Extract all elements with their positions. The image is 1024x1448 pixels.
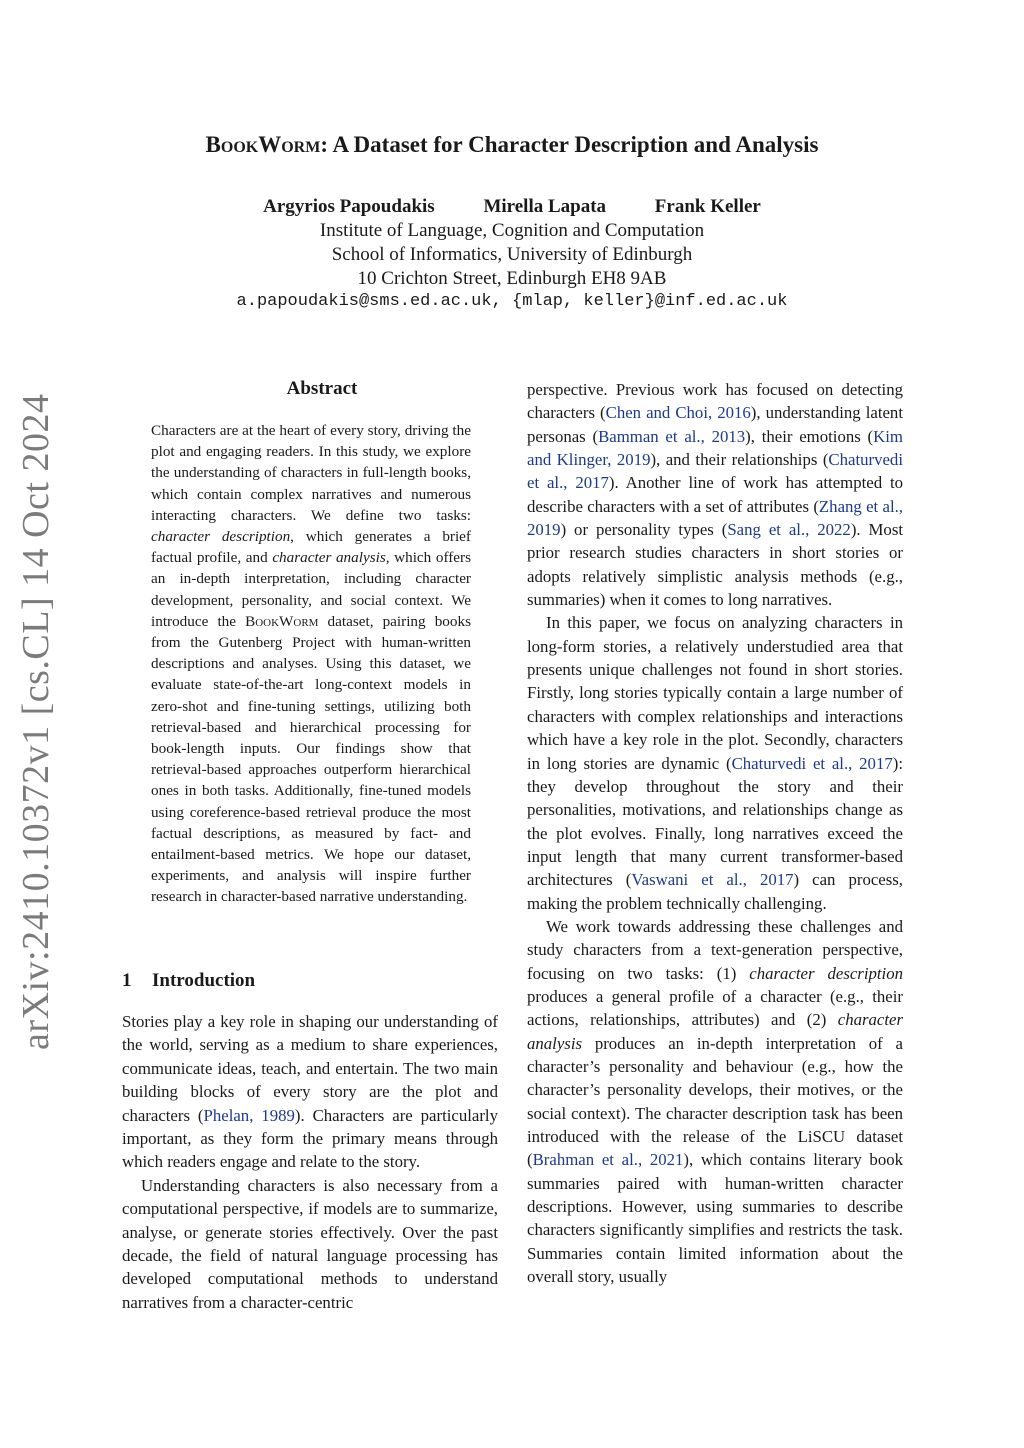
- section-number: 1: [122, 970, 132, 991]
- abstract-heading: Abstract: [286, 378, 358, 399]
- body-paragraph: perspective. Previous work has focused on detecting characters (Chen and Choi, 2016), understanding latent personas (Bamman et al., 2013), their emotions (Kim and Klinger, 2019), and their relationships (Chaturvedi et al., 2017). Another line of work has attempted to describe characters with a set of attributes (Zhang et al., 2019) or personality types (Sang et al., 2022). Most prior research studies characters in short stories or adopts relatively simplistic analysis methods (e.g., summaries) when it comes to long narratives.: [527, 380, 904, 610]
- author-emails[interactable]: a.papoudakis@sms.ed.ac.uk, {mlap, keller}@inf.ed.ac.uk: [236, 292, 788, 311]
- citation-link[interactable]: Vaswani et al., 2017: [631, 870, 794, 890]
- author-list: [0, 196, 1024, 218]
- citation-link[interactable]: Chen and Choi, 2016: [605, 403, 751, 423]
- citation-link[interactable]: Brahman et al., 2021: [532, 1150, 684, 1170]
- affiliation-line: 10 Crichton Street, Edinburgh EH8 9AB: [357, 268, 667, 289]
- citation-link[interactable]: Sang et al., 2022: [727, 520, 851, 540]
- author-name: Frank Keller: [654, 196, 761, 217]
- title-rest: : A Dataset for Character Description and Analysis: [320, 132, 819, 157]
- citation-link[interactable]: Zhang et al., 2019: [527, 496, 903, 540]
- section-title: Introduction: [152, 970, 256, 991]
- paper-title: [0, 132, 1024, 158]
- affiliation-line: School of Informatics, University of Edinburgh: [331, 244, 693, 265]
- arxiv-identifier-stamp: arXiv:2410.10372v1 [cs.CL] 14 Oct 2024: [15, 393, 57, 1050]
- affiliation-line: Institute of Language, Cognition and Computation: [319, 220, 705, 241]
- intro-paragraph: Understanding characters is also necessary from a computational perspective, if models are to summarize, analyse, or generate stories effectively. Over the past decade, the field of natural language processing has developed computational methods to understand narratives from a character-centric: [122, 1175, 498, 1312]
- citation-link[interactable]: Chaturvedi et al., 2017: [731, 753, 893, 773]
- right-column-body: [527, 378, 903, 1288]
- section-heading-introduction: [122, 970, 502, 992]
- body-paragraph: We work towards addressing these challenges and study characters from a text-generation perspective, focusing on two tasks: (1) character description produces a general profile of a character (e.g., their actions, relationships, attributes) and (2) character analysis produces an in-depth interpretation of a character’s personality and behaviour (e.g., how the character’s personality develops, their motives, or the social context). The character description task has been introduced with the release of the LiSCU dataset (Brahman et al., 2021), which contains literary book summaries paired with human-written character descriptions. However, using summaries to describe characters significantly simplifies and restricts the task. Summaries contain limited information about the overall story, usually: [527, 916, 903, 1287]
- citation-link[interactable]: Chaturvedi et al., 2017: [527, 450, 903, 493]
- left-column-body: [122, 1010, 498, 1314]
- citation-link[interactable]: Bamman et al., 2013: [598, 426, 746, 446]
- intro-paragraph: Stories play a key role in shaping our understanding of the world, serving as a medium to share experiences, communicate ideas, teach, and entertain. The two main building blocks of every story are the plot and characters (Phelan, 1989). Characters are particularly important, as they form the primary means through which readers engage and relate to the story.: [122, 1012, 498, 1172]
- citation-link[interactable]: Kim and Klinger, 2019: [527, 426, 903, 470]
- abstract-text: Characters are at the heart of every story, driving the plot and engaging readers. In this study, we explore the understanding of characters in full-length books, which contain complex narratives and numerous interacting characters. We define two tasks: character description, which generates a brief factual profile, and character analysis, which offers an in-depth interpretation, including character development, personality, and social context. We introduce the BookWorm dataset, pairing books from the Gutenberg Project with human-written descriptions and analyses. Using this dataset, we evaluate state-of-the-art long-context models in zero-shot and fine-tuning settings, utilizing both retrieval-based and hierarchical processing for book-length inputs. Our findings show that retrieval-based approaches outperform hierarchical ones in both tasks. Additionally, fine-tuned models using coreference-based retrieval produce the most factual descriptions, as measured by fact- and entailment-based metrics. We hope our dataset, experiments, and analysis will inspire further research in character-based narrative understanding.: [151, 422, 471, 906]
- title-dataset-name: BookWorm: [205, 132, 321, 157]
- body-paragraph: In this paper, we focus on analyzing characters in long-form stories, a relatively understudied area that presents unique challenges not found in short stories. Firstly, long stories typically contain a large number of characters with complex relationships and interactions which have a key role in the plot. Secondly, characters in long stories are dynamic (Chaturvedi et al., 2017): they develop throughout the story and their personalities, motivations, and relationships change as the plot evolves. Finally, long narratives exceed the input length that many current transformer-based architectures (Vaswani et al., 2017) can process, making the problem technically challenging.: [527, 613, 903, 913]
- author-name: Mirella Lapata: [483, 196, 607, 217]
- citation-link[interactable]: Phelan, 1989: [203, 1105, 295, 1125]
- author-name: Argyrios Papoudakis: [263, 196, 435, 217]
